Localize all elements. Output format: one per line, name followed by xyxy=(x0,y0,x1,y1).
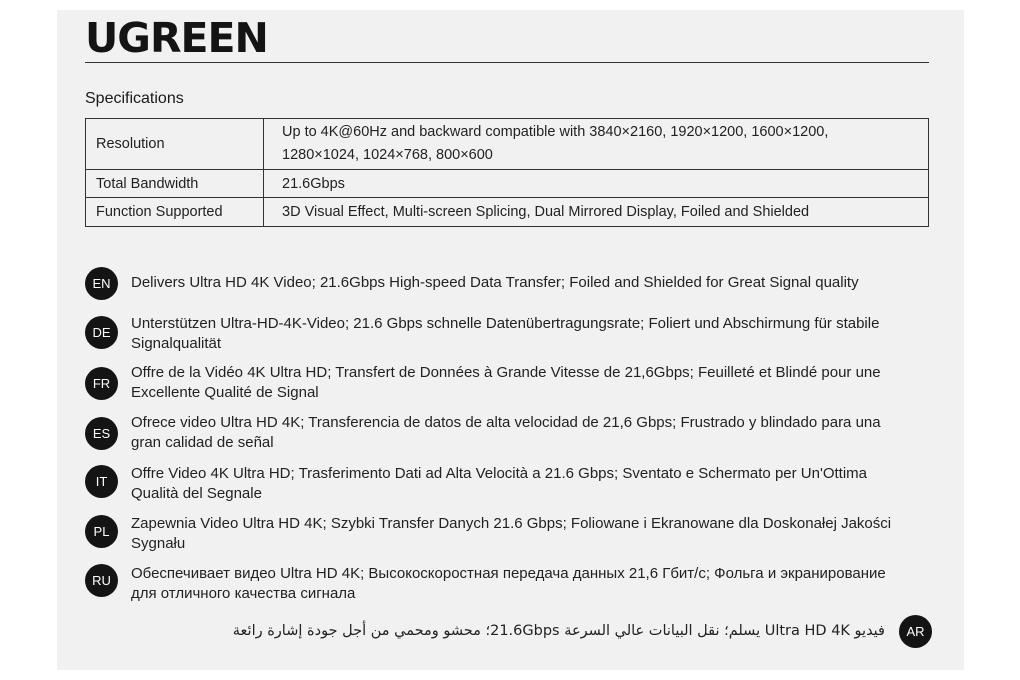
language-text xyxy=(131,273,859,293)
language-text-line: Offre Video 4K Ultra HD; Trasferimento Dati ad Alta Velocità a 21.6 Gbps; Sventato e Schermato per Un'Ottima xyxy=(131,465,868,482)
language-item-fr xyxy=(85,363,925,403)
language-text-line: Signalqualität xyxy=(131,335,222,352)
language-text xyxy=(131,514,891,554)
language-text-line: Unterstützen Ultra-HD-4K-Video; 21.6 Gbps schnelle Datenübertragungsrate; Foliert und Abschirmung für stabile xyxy=(131,315,880,332)
language-text-line: Sygnału xyxy=(131,535,186,552)
spec-sheet xyxy=(57,10,964,670)
language-badge: PL xyxy=(85,515,118,548)
language-item-es xyxy=(85,413,925,453)
language-text xyxy=(233,621,885,641)
language-text-line: Offre de la Vidéo 4K Ultra HD; Transfert de Données à Grande Vitesse de 21,6Gbps; Feuilleté et Blindé pour une xyxy=(131,364,881,381)
language-text-line: Zapewnia Video Ultra HD 4K; Szybki Transfer Danych 21.6 Gbps; Foliowane i Ekranowane dla Doskonałej Jakości xyxy=(131,515,892,532)
language-text xyxy=(131,564,886,604)
language-badge: DE xyxy=(85,316,118,349)
language-badge: ES xyxy=(85,417,118,450)
language-text-line: Qualità del Segnale xyxy=(131,485,262,502)
language-item-ru xyxy=(85,564,925,604)
language-item-ar xyxy=(233,615,932,648)
language-item-en xyxy=(85,267,925,300)
spec-label: Total Bandwidth xyxy=(86,170,264,198)
spec-value xyxy=(264,119,929,170)
language-text-line: فيديو Ultra HD 4K يسلم؛ نقل البيانات عالي السرعة 21.6Gbps؛ محشو ومحمي من أجل جودة إشارة رائعة xyxy=(232,623,885,639)
language-item-it xyxy=(85,464,925,504)
language-text-line: Обеспечивает видео Ultra HD 4K; Высокоскоростная передача данных 21,6 Гбит/с; Фольга и экранирование xyxy=(131,565,886,582)
language-text xyxy=(131,464,867,504)
language-badge: EN xyxy=(85,267,118,300)
language-text xyxy=(131,363,881,403)
table-row xyxy=(86,119,929,170)
spec-label: Function Supported xyxy=(86,198,264,227)
language-text-line: Delivers Ultra HD 4K Video; 21.6Gbps High-speed Data Transfer; Foiled and Shielded for Great Signal quality xyxy=(131,274,859,291)
spec-value: 3D Visual Effect, Multi-screen Splicing, Dual Mirrored Display, Foiled and Shielded xyxy=(264,198,929,227)
spec-label: Resolution xyxy=(86,119,264,170)
language-text-line: для отличного качества сигнала xyxy=(131,585,356,602)
language-text xyxy=(131,314,879,354)
language-text-line: gran calidad de señal xyxy=(131,434,274,451)
language-badge: FR xyxy=(85,367,118,400)
language-badge: RU xyxy=(85,564,118,597)
spec-value-line: 1280×1024, 1024×768, 800×600 xyxy=(282,147,493,163)
spec-value-line: Up to 4K@60Hz and backward compatible with 3840×2160, 1920×1200, 1600×1200, xyxy=(282,124,829,140)
language-text xyxy=(131,413,881,453)
specifications-title: Specifications xyxy=(85,90,184,107)
language-text-line: Excellente Qualité de Signal xyxy=(131,384,319,401)
language-item-pl xyxy=(85,514,925,554)
brand-logo: UGREEN xyxy=(85,14,268,62)
header-divider xyxy=(85,62,929,63)
table-row xyxy=(86,198,929,227)
specifications-table xyxy=(85,118,929,227)
language-text-line: Ofrece video Ultra HD 4K; Transferencia de datos de alta velocidad de 21,6 Gbps; Frustrado y blindado para una xyxy=(131,414,881,431)
language-badge: IT xyxy=(85,465,118,498)
spec-value: 21.6Gbps xyxy=(264,170,929,198)
table-row xyxy=(86,170,929,198)
language-item-de xyxy=(85,314,925,354)
language-badge: AR xyxy=(899,615,932,648)
